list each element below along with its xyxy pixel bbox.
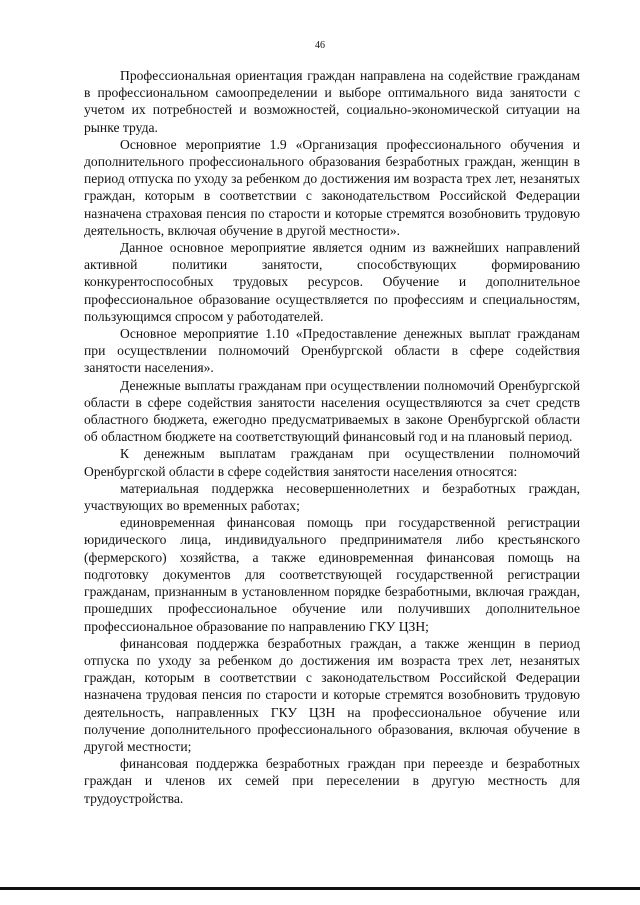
paragraph: Денежные выплаты гражданам при осуществлении полномочий Оренбургской области в сфере содействия занятости населения осуществляются за счет средств областного бюджета, ежегодно предусматриваемых в законе Оренбургской области об областном бюджете на соответствующий финансовый год и на плановый период. bbox=[84, 377, 580, 445]
list-item: финансовая поддержка безработных граждан, а также женщин в период отпуска по уходу за ребенком до достижения им возраста трех лет, незанятых граждан, которым в соответствии с законодательством Российской Федерации назначена трудовая пенсия по старости и которые стремятся возобновить трудовую деятельность, направленных ГКУ ЦЗН на профессиональное обучение или получение дополнительного профессионального образования, включая обучение в другой местности; bbox=[84, 635, 580, 754]
list-item: единовременная финансовая помощь при государственной регистрации юридического лица, индивидуального предпринимателя либо крестьянского (фермерского) хозяйства, а также единовременная финансовая помощь на подготовку документов для соответствующей государственной регистрации гражданам, признанным в установленном порядке безработными, включая граждан, прошедших профессиональное обучение или получивших дополнительное профессиональное образование по направлению ГКУ ЦЗН; bbox=[84, 515, 580, 634]
paragraph: Данное основное мероприятие является одним из важнейших направлений активной политики занятости, способствующих формированию конкурентоспособных трудовых ресурсов. Обучение и дополнительное профессиональное образование осуществляется по профессиям и специальностям, пользующимся спросом у работодателей. bbox=[84, 240, 580, 324]
paragraph: Основное мероприятие 1.9 «Организация профессионального обучения и дополнительного профессионального образования безработных граждан, женщин в период отпуска по уходу за ребенком до достижения им возраста трех лет, незанятых граждан, которым в соответствии с законодательством Российской Федерации назначена страховая пенсия по старости и которые стремятся возобновить трудовую деятельность, включая обучение в другой местности». bbox=[84, 136, 580, 238]
page-number: 46 bbox=[315, 40, 325, 51]
document-body bbox=[84, 67, 580, 807]
paragraph: Основное мероприятие 1.10 «Предоставление денежных выплат гражданам при осуществлении полномочий Оренбургской области в сфере содействия занятости населения». bbox=[84, 326, 580, 376]
list-item: материальная поддержка несовершеннолетних и безработных граждан, участвующих во временных работах; bbox=[84, 480, 580, 514]
page-bottom-border bbox=[0, 887, 640, 890]
paragraph: К денежным выплатам гражданам при осуществлении полномочий Оренбургской области в сфере содействия занятости населения относятся: bbox=[84, 446, 580, 479]
paragraph: Профессиональная ориентация граждан направлена на содействие гражданам в профессиональном самоопределении и выборе оптимального вида занятости с учетом их потребностей и возможностей, социально-экономической ситуации на рынке труда. bbox=[84, 68, 580, 135]
list-item: финансовая поддержка безработных граждан при переезде и безработных граждан и членов их семей при переселении в другую местность для трудоустройства. bbox=[84, 756, 580, 806]
